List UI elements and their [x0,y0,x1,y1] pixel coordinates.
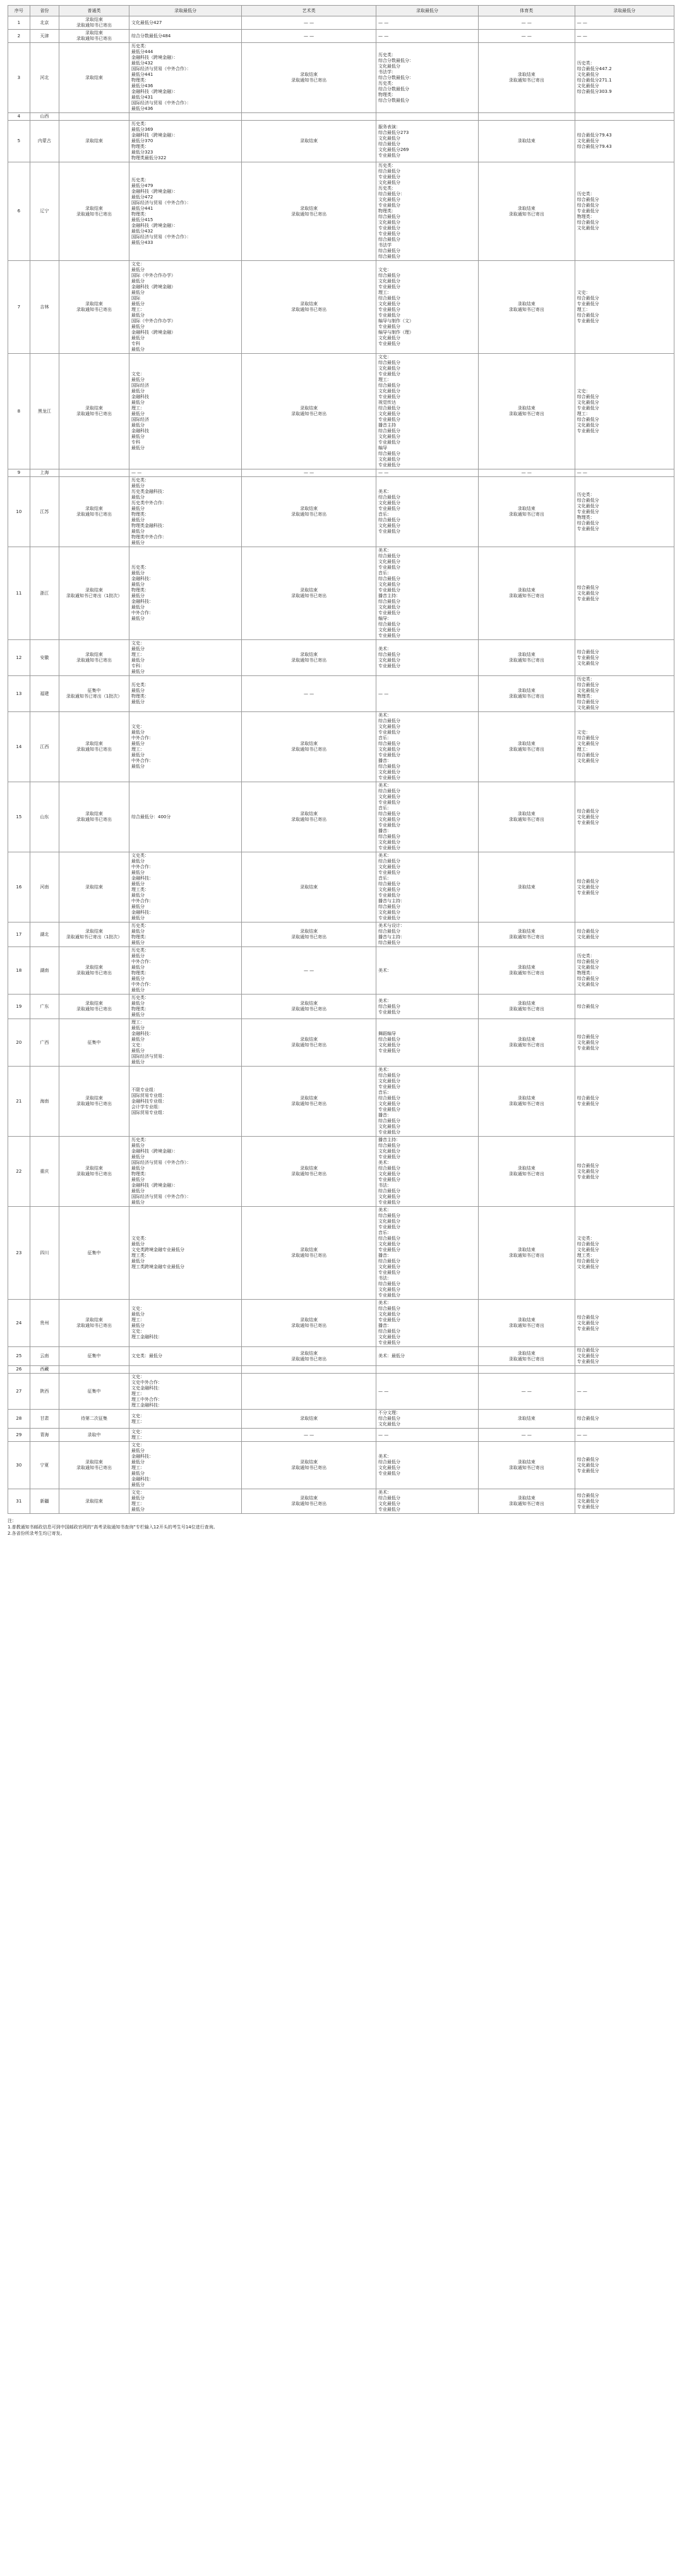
row-sport-status: — — [478,1429,575,1442]
row-sport-status: 录取结束 录取通知书已寄出 [478,1207,575,1300]
row-general-min: 文史： 最低分 金融科技： 最低分 理工： 最低分 金融科技： 最低分 [129,1442,242,1489]
table-row [8,547,674,640]
row-sport-min: 综合最低分 文化最低分 [575,922,674,947]
row-general-status: 录取结束 录取通知书已寄出 [59,782,129,852]
row-general-min: 文史： 文史中外合作： 文史金融科技： 理工： 理工中外合作： 理工金融科技： [129,1374,242,1410]
row-art-min: — — [376,1429,479,1442]
row-art-status: — — [242,1429,376,1442]
row-sport-status: 录取结束 录取通知书已寄出 [478,162,575,261]
row-sport-status: 录取结束 录取通知书已寄出 [478,995,575,1019]
row-sport-min: 文史： 综合最低分 专业最低分 理工： 综合最低分 专业最低分 [575,261,674,354]
row-general-min: 文史： 理工： [129,1429,242,1442]
row-art-status: — — [242,30,376,43]
row-province: 河北 [30,43,59,113]
row-no: 31 [8,1489,30,1514]
row-general-min: 文史： 最低分 理工： 最低分 [129,1489,242,1514]
row-general-min: 文史： 理工： [129,1410,242,1429]
header-sport: 体育类 [478,6,575,16]
table-row [8,16,674,30]
row-sport-min [575,113,674,121]
row-province: 西藏 [30,1366,59,1374]
row-no: 19 [8,995,30,1019]
row-art-min: 文史： 综合最低分 文化最低分 专业最低分 理工： 综合最低分 文化最低分 专业最低分 视觉传达 综合最低分 文化最低分 专业最低分 播音主持 综合最低分 文化最低分 专业最低分 编导 综合最低分 文化最低分 专业最低分 [376,354,479,469]
row-general-status: 录取结束 录取通知书已寄出 [59,712,129,782]
row-general-status: 录取结束 录取通知书已寄出 [59,947,129,995]
row-province: 海南 [30,1067,59,1137]
row-sport-status: 录取结束 录取通知书已寄出 [478,1019,575,1067]
row-general-status: 征集中 [59,1207,129,1300]
row-sport-min: — — [575,1374,674,1410]
row-art-min: 美术： 综合最低分 文化最低分 专业最低分 音乐： 综合最低分 文化最低分 专业最低分 播音： 综合最低分 文化最低分 专业最低分 [376,1067,479,1137]
row-sport-status: 录取结束 录取通知书已寄出 [478,712,575,782]
row-art-min: 播音主持： 综合最低分 文化最低分 专业最低分 美术： 综合最低分 文化最低分 专业最低分 书法： 综合最低分 文化最低分 专业最低分 [376,1137,479,1207]
row-no: 6 [8,162,30,261]
row-sport-status: 录取结束 录取通知书已寄出 [478,1347,575,1366]
row-sport-status: 录取结束 录取通知书已寄出 [478,782,575,852]
row-sport-status: 录取结束 录取通知书已寄出 [478,1489,575,1514]
row-sport-status: 录取结束 录取通知书已寄出 [478,1137,575,1207]
row-sport-min: 历史类： 综合最低分 文化最低分 专业最低分 物理类： 综合最低分 专业最低分 [575,477,674,547]
table-row [8,30,674,43]
row-province: 内蒙古 [30,121,59,162]
row-general-status [59,1366,129,1374]
table-header-row [8,6,674,16]
row-art-min: 美术： [376,947,479,995]
row-general-status [59,113,129,121]
row-sport-min: 综合最低分 文化最低分 专业最低分 [575,782,674,852]
row-province: 江苏 [30,477,59,547]
row-province: 北京 [30,16,59,30]
row-no: 28 [8,1410,30,1429]
row-sport-min: 综合最低分 文化最低分 专业最低分 [575,852,674,922]
table-body [8,16,674,1514]
row-sport-min: — — [575,30,674,43]
table-row [8,1347,674,1366]
table-row [8,354,674,469]
row-no: 12 [8,640,30,676]
row-general-min: 不限专业组： 国际贸易专业组： 金融科技专业组： 会计学专业组： 国际贸易专业组： [129,1067,242,1137]
row-art-min: — — [376,676,479,712]
note-line: 1.普教通知书邮政信息可到中国邮政官网的“高考录取通知书查询”专栏输入12开头的考生号14位进行查询。 [8,1525,218,1530]
row-province: 辽宁 [30,162,59,261]
row-general-status: 录取中 [59,1429,129,1442]
row-art-status: 录取结束 录取通知书已寄出 [242,712,376,782]
row-general-min: 历史类： 最低分 金融科技： 最低分 物理类： 最低分 金融科技： 最低分 中外合作： 最低分 [129,547,242,640]
table-row [8,1410,674,1429]
row-art-min: 美术： 综合最低分 文化最低分 专业最低分 [376,1442,479,1489]
row-no: 26 [8,1366,30,1374]
header-sport-min: 录取最低分 [575,6,674,16]
row-art-min: 舞蹈编导 综合最低分 文化最低分 专业最低分 [376,1019,479,1067]
row-general-min: 历史类： 最低分444 金融科技（跨境金融）： 最低分432 国际经济与贸易（中外合作）： 最低分441 物理类： 最低分436 金融科技（跨境金融）： 最低分431 国际经济与贸易（中外合作）： 最低分436 [129,43,242,113]
row-sport-min: 综合最低分 文化最低分 专业最低分 [575,1442,674,1489]
table-row [8,1489,674,1514]
row-art-min: 美术： 综合最低分 文化最低分 专业最低分 音乐： 综合最低分 文化最低分 专业最低分 播音： 综合最低分 文化最低分 专业最低分 [376,782,479,852]
row-sport-min: 综合最低分 文化最低分 专业最低分 [575,1347,674,1366]
row-sport-min: 文史： 综合最低分 文化最低分 专业最低分 理工： 综合最低分 文化最低分 专业最低分 [575,354,674,469]
header-general-min: 录取最低分 [129,6,242,16]
row-sport-status: — — [478,469,575,477]
row-sport-min: — — [575,1429,674,1442]
row-province: 云南 [30,1347,59,1366]
row-art-status: 录取结束 录取通知书已寄出 [242,261,376,354]
row-no: 25 [8,1347,30,1366]
row-general-status: 录取结束 录取通知书已寄出 [59,995,129,1019]
row-art-min: 美术： 综合最低分 文化最低分 专业最低分 播音： 综合最低分 文化最低分 专业最低分 [376,1300,479,1347]
row-no: 2 [8,30,30,43]
row-sport-status: 录取结束 录取通知书已寄出 [478,947,575,995]
header-art-min: 录取最低分 [376,6,479,16]
row-general-status: 征集中 [59,1019,129,1067]
row-general-min: 文史类： 最低分 文史类跨境金融专业最低分 理工类： 最低分 理工类跨境金融专业最低分 [129,1207,242,1300]
row-general-min: 历史类： 最低分 物理类： 最低分 [129,676,242,712]
row-general-status [59,469,129,477]
note-line: 注： [8,1518,16,1523]
table-row [8,1374,674,1410]
notes [8,1518,674,1537]
row-province: 广西 [30,1019,59,1067]
row-sport-min: 综合最低分 [575,1410,674,1429]
row-sport-status: 录取结束 录取通知书已寄出 [478,1067,575,1137]
row-no: 8 [8,354,30,469]
row-sport-min: 历史类： 综合最低分 综合最低分 专业最低分 物理类： 综合最低分 文化最低分 [575,162,674,261]
row-art-status: 录取结束 录取通知书已寄出 [242,547,376,640]
row-province: 黑龙江 [30,354,59,469]
table-row [8,1429,674,1442]
row-art-min: 文史： 综合最低分 文化最低分 专业最低分 理工： 综合最低分 文化最低分 专业最低分 专业最低分 编导与制作（文） 专业最低分 编导与制作（理） 文化最低分 专业最低分 [376,261,479,354]
row-general-status: 待第二次征集 [59,1410,129,1429]
row-sport-min: 历史类： 综合最低分447.2 文化最低分 综合最低分271.1 文化最低分 综合最低分303.9 [575,43,674,113]
table-row [8,1067,674,1137]
row-sport-status: 录取结束 [478,1410,575,1429]
row-sport-min: 综合最低分 专业最低分 文化最低分 [575,640,674,676]
row-art-status: — — [242,16,376,30]
admission-table-sheet [8,5,674,1537]
row-no: 20 [8,1019,30,1067]
row-sport-min: 文史类： 综合最低分 文化最低分 理工类： 综合最低分 文化最低分 [575,1207,674,1300]
row-art-min: — — [376,16,479,30]
row-general-status: 录取结束 录取通知书已寄出 [59,354,129,469]
table-row [8,121,674,162]
row-sport-min [575,1366,674,1374]
row-art-min: 历史类： 综合最低分 专业最低分 文化最低分 历史类： 综合最低分： 文化最低分 专业最低分 物理类： 综合最低分 文化最低分 专业最低分 专业最低分 综合最低分 书法学 综合最低分 综合最低分 [376,162,479,261]
row-general-status: 录取结束 [59,852,129,922]
row-sport-min: 综合最低分 文化最低分 专业最低分 [575,1489,674,1514]
row-general-status: 录取结束 [59,121,129,162]
row-art-status: 录取结束 录取通知书已寄出 [242,1347,376,1366]
row-province: 山东 [30,782,59,852]
row-art-status: 录取结束 录取通知书已寄出 [242,922,376,947]
row-province: 吉林 [30,261,59,354]
table-row [8,261,674,354]
row-art-min: 美术：最低分 [376,1347,479,1366]
row-general-status: 录取结束 录取通知书已寄出 [59,1067,129,1137]
row-art-status: 录取结束 录取通知书已寄出 [242,995,376,1019]
row-art-status: 录取结束 录取通知书已寄出 [242,354,376,469]
row-general-min: 历史类： 最低分 物理类： 最低分 [129,995,242,1019]
row-sport-status: 录取结束 录取通知书已寄出 [478,1300,575,1347]
row-art-status: 录取结束 录取通知书已寄出 [242,1067,376,1137]
row-sport-status: — — [478,30,575,43]
row-province: 贵州 [30,1300,59,1347]
row-art-min: 美术： 综合最低分 文化最低分 专业最低分 音乐： 综合最低分 文化最低分 专业最低分 播音与主持： 综合最低分 文化最低分 专业最低分 [376,852,479,922]
row-general-status: 征集中 [59,1347,129,1366]
row-general-status: 录取结束 录取通知书已寄出（1批次） [59,922,129,947]
row-sport-min: 文史： 综合最低分 文化最低分 理工： 综合最低分 文化最低分 [575,712,674,782]
row-general-min: 文史： 最低分 国际（中外合作办学） 最低分 金融科技（跨境金融） 最低分 国际 最低分 理工： 最低分 国际（中外合作办学） 最低分 金融科技（跨境金融） 最低分 专科 最低分 [129,261,242,354]
row-art-min: 历史类： 综合分数最低分： 文化最低分 书法学： 综合分数最低分： 历史类： 综合分数最低分 物理类： 综合分数最低分 [376,43,479,113]
row-general-status: 录取结束 录取通知书已寄出 [59,477,129,547]
row-province: 陕西 [30,1374,59,1410]
row-sport-status: 录取结束 录取通知书已寄出 [478,547,575,640]
row-no: 17 [8,922,30,947]
row-no: 4 [8,113,30,121]
row-art-min: 美术与设计： 综合最低分 播音与主持： 综合最低分 [376,922,479,947]
row-no: 27 [8,1374,30,1410]
row-sport-status [478,113,575,121]
table-row [8,1300,674,1347]
row-art-min: — — [376,30,479,43]
row-no: 13 [8,676,30,712]
row-general-min: 文化最低分427 [129,16,242,30]
row-province: 天津 [30,30,59,43]
row-sport-status: 录取结束 录取通知书已寄出 [478,922,575,947]
row-general-status: 录取结束 录取通知书已寄出 [59,261,129,354]
header-no: 序号 [8,6,30,16]
row-art-status: 录取结束 [242,852,376,922]
table-row [8,1137,674,1207]
row-general-min: 文史类：最低分 [129,1347,242,1366]
row-art-status: 录取结束 录取通知书已寄出 [242,1300,376,1347]
row-general-status: 录取结束 录取通知书已寄出 [59,30,129,43]
row-art-status [242,113,376,121]
row-art-min: — — [376,1374,479,1410]
row-no: 30 [8,1442,30,1489]
table-row [8,852,674,922]
row-sport-status: 录取结束 录取通知书已寄出 [478,354,575,469]
row-sport-status: 录取结束 [478,121,575,162]
table-row [8,43,674,113]
row-general-min: 历史类： 最低分 物理类： 最低分 [129,922,242,947]
row-general-status: 录取结束 录取通知书已寄出 [59,640,129,676]
row-no: 1 [8,16,30,30]
table-row [8,1442,674,1489]
row-general-min: 历史类： 最低分369 金融科技（跨境金融）： 最低分370 物理类： 最低分323 物理类最低分322 [129,121,242,162]
row-art-min [376,1366,479,1374]
table-row [8,469,674,477]
row-general-min: 理工： 最低分 金融科技： 最低分 文史： 最低分 国际经济与贸易： 最低分 [129,1019,242,1067]
row-general-min: 综合最低分：400分 [129,782,242,852]
row-province: 新疆 [30,1489,59,1514]
row-no: 16 [8,852,30,922]
header-general: 普通类 [59,6,129,16]
row-sport-min: 历史类： 综合最低分 文化最低分 物理类： 综合最低分 文化最低分 [575,947,674,995]
table-row [8,676,674,712]
row-art-status: — — [242,947,376,995]
row-general-status: 录取结束 录取通知书已寄出 [59,16,129,30]
note-line: 2.各省份所录考生均已寄发。 [8,1531,65,1536]
row-no: 11 [8,547,30,640]
table-row [8,922,674,947]
row-art-status [242,1374,376,1410]
row-no: 3 [8,43,30,113]
row-sport-min: 综合最低分 文化最低分 专业最低分 [575,547,674,640]
row-sport-status: 录取结束 录取通知书已寄出 [478,477,575,547]
row-art-status: — — [242,469,376,477]
row-no: 15 [8,782,30,852]
table-row [8,995,674,1019]
row-general-min: 文史： 最低分 理工： 最低分 专科： 最低分 [129,640,242,676]
row-general-min: 文史类： 最低分 中外合作： 最低分 金融科技： 最低分 理工类： 最低分 中外合作： 最低分 金融科技： 最低分 [129,852,242,922]
row-art-status: 录取结束 录取通知书已寄出 [242,162,376,261]
row-art-min: 服务表演： 综合最低分273 文化最低分 综合最低分 文化最低分269 专业最低分 [376,121,479,162]
row-sport-status: 录取结束 录取通知书已寄出 [478,261,575,354]
row-province: 宁夏 [30,1442,59,1489]
row-art-min: 美术： 综合最低分 文化最低分 专业最低分 [376,640,479,676]
row-sport-min: 综合最低分 专业最低分 [575,1067,674,1137]
header-province: 省份 [30,6,59,16]
row-art-min: 美术： 综合最低分 文化最低分 专业最低分 [376,1489,479,1514]
row-province: 安徽 [30,640,59,676]
row-sport-min: — — [575,469,674,477]
row-art-status: 录取结束 录取通知书已寄出 [242,640,376,676]
header-art: 艺术类 [242,6,376,16]
row-art-status: 录取结束 [242,1410,376,1429]
table-row [8,113,674,121]
table-row [8,1019,674,1067]
table-row [8,1207,674,1300]
row-general-status: 征集中 录取通知书已寄出（1批次） [59,676,129,712]
row-art-status: 录取结束 录取通知书已寄出 [242,1442,376,1489]
row-province: 浙江 [30,547,59,640]
row-sport-min: 综合最低分79.43 文化最低分 综合最低分79.43 [575,121,674,162]
row-general-status: 征集中 [59,1374,129,1410]
row-province: 广东 [30,995,59,1019]
row-province: 河南 [30,852,59,922]
row-no: 14 [8,712,30,782]
row-general-status: 录取结束 [59,1489,129,1514]
row-province: 上海 [30,469,59,477]
row-art-min: 不分文理： 综合最低分 文化最低分 [376,1410,479,1429]
admission-table [8,5,674,1514]
row-sport-status: 录取结束 录取通知书已寄出 [478,640,575,676]
table-row [8,162,674,261]
row-province: 湖南 [30,947,59,995]
row-province: 湖北 [30,922,59,947]
row-sport-status: 录取结束 录取通知书已寄出 [478,1442,575,1489]
row-art-status: 录取结束 录取通知书已寄出 [242,43,376,113]
row-art-status: 录取结束 录取通知书已寄出 [242,477,376,547]
row-no: 22 [8,1137,30,1207]
row-general-min: 历史类： 最低分 中外合作： 最低分 物理类： 最低分 中外合作： 最低分 [129,947,242,995]
row-art-status: — — [242,676,376,712]
table-row [8,477,674,547]
row-general-status: 录取结束 录取通知书已寄出 [59,162,129,261]
row-province: 重庆 [30,1137,59,1207]
table-row [8,947,674,995]
row-general-status: 录取结束 录取通知书已寄出 [59,1442,129,1489]
row-general-min: 文史： 最低分 理工： 最低分 文史： 理工金融科技： [129,1300,242,1347]
row-general-min: 文史： 最低分 国际经济 最低分 金融科技 最低分 理工： 最低分 国际经济 最低分 金融科技 最低分 专科 最低分 [129,354,242,469]
row-art-min: — — [376,469,479,477]
row-general-min: 历史类： 最低分 历史类金融科技： 最低分 历史类中外合作： 最低分 物理类： 最低分 物理类金融科技： 最低分 物理类中外合作： 最低分 [129,477,242,547]
row-sport-min: 综合最低分 [575,995,674,1019]
row-art-min: 美术： 综合最低分 文化最低分 专业最低分 音乐： 综合最低分 文化最低分 专业最低分 播音主持： 综合最低分 文化最低分 专业最低分 编导： 综合最低分 文化最低分 专业最低分 [376,547,479,640]
row-general-status: 录取结束 [59,43,129,113]
row-general-min: 历史类： 最低分479 金融科技（跨境金融）： 最低分472 国际经济与贸易（中外合作）： 最低分441 物理类： 最低分415 金融科技（跨境金融）： 最低分432 国际经济与贸易（中外合作）： 最低分433 [129,162,242,261]
row-no: 18 [8,947,30,995]
row-art-min: 美术： 综合最低分 文化最低分 专业最低分 音乐： 综合最低分 文化最低分 专业最低分 [376,477,479,547]
row-general-status: 录取结束 录取通知书已寄出 [59,1137,129,1207]
row-no: 23 [8,1207,30,1300]
row-sport-status: 录取结束 录取通知书已寄出 [478,676,575,712]
row-art-min: 美术： 综合最低分 文化最低分 专业最低分 音乐： 综合最低分 文化最低分 专业最低分 播音： 综合最低分 文化最低分 专业最低分 [376,712,479,782]
row-sport-status: 录取结束 录取通知书已寄出 [478,43,575,113]
row-general-status: 录取结束 录取通知书已寄出 [59,1300,129,1347]
row-province: 福建 [30,676,59,712]
row-art-min: 美术： 综合最低分 文化最低分 专业最低分 音乐： 综合最低分 文化最低分 专业最低分 播音： 综合最低分 文化最低分 专业最低分 书法： 综合最低分 文化最低分 专业最低分 [376,1207,479,1300]
row-no: 5 [8,121,30,162]
row-general-status: 录取结束 录取通知书已寄出（1批次） [59,547,129,640]
row-no: 21 [8,1067,30,1137]
row-no: 10 [8,477,30,547]
row-province: 山西 [30,113,59,121]
row-general-min: 历史类： 最低分 金融科技（跨境金融）： 最低分 国际经济与贸易（中外合作）： 最低分 物理类： 最低分 金融科技（跨境金融）： 最低分 国际经济与贸易（中外合作）： 最低分 [129,1137,242,1207]
row-sport-min: — — [575,16,674,30]
row-sport-status: 录取结束 [478,852,575,922]
row-no: 24 [8,1300,30,1347]
row-art-status [242,1366,376,1374]
row-province: 四川 [30,1207,59,1300]
row-art-status: 录取结束 录取通知书已寄出 [242,1019,376,1067]
row-no: 9 [8,469,30,477]
row-province: 青海 [30,1429,59,1442]
row-general-min [129,113,242,121]
row-art-status: 录取结束 录取通知书已寄出 [242,1489,376,1514]
row-no: 29 [8,1429,30,1442]
row-sport-min: 综合最低分 文化最低分 专业最低分 [575,1300,674,1347]
row-province: 江西 [30,712,59,782]
row-sport-status: — — [478,16,575,30]
row-general-min: — — [129,469,242,477]
table-row [8,782,674,852]
row-sport-min: 综合最低分 文化最低分 专业最低分 [575,1019,674,1067]
table-row [8,712,674,782]
row-sport-min: 历史类： 综合最低分 文化最低分 物理类： 综合最低分 文化最低分 [575,676,674,712]
row-art-status: 录取结束 录取通知书已寄出 [242,1137,376,1207]
row-general-min [129,1366,242,1374]
row-art-min: 美术： 综合最低分 专业最低分 [376,995,479,1019]
row-general-min: 综合分数最低分484 [129,30,242,43]
row-sport-status [478,1366,575,1374]
row-general-min: 文史： 最低分 中外合作： 最低分 理工： 最低分 中外合作： 最低分 [129,712,242,782]
row-art-status: 录取结束 [242,121,376,162]
table-row [8,640,674,676]
table-row [8,1366,674,1374]
row-no: 7 [8,261,30,354]
row-sport-min: 综合最低分 文化最低分 专业最低分 [575,1137,674,1207]
row-art-status: 录取结束 录取通知书已寄出 [242,1207,376,1300]
row-art-min [376,113,479,121]
row-art-status: 录取结束 录取通知书已寄出 [242,782,376,852]
row-province: 甘肃 [30,1410,59,1429]
row-sport-status: — — [478,1374,575,1410]
